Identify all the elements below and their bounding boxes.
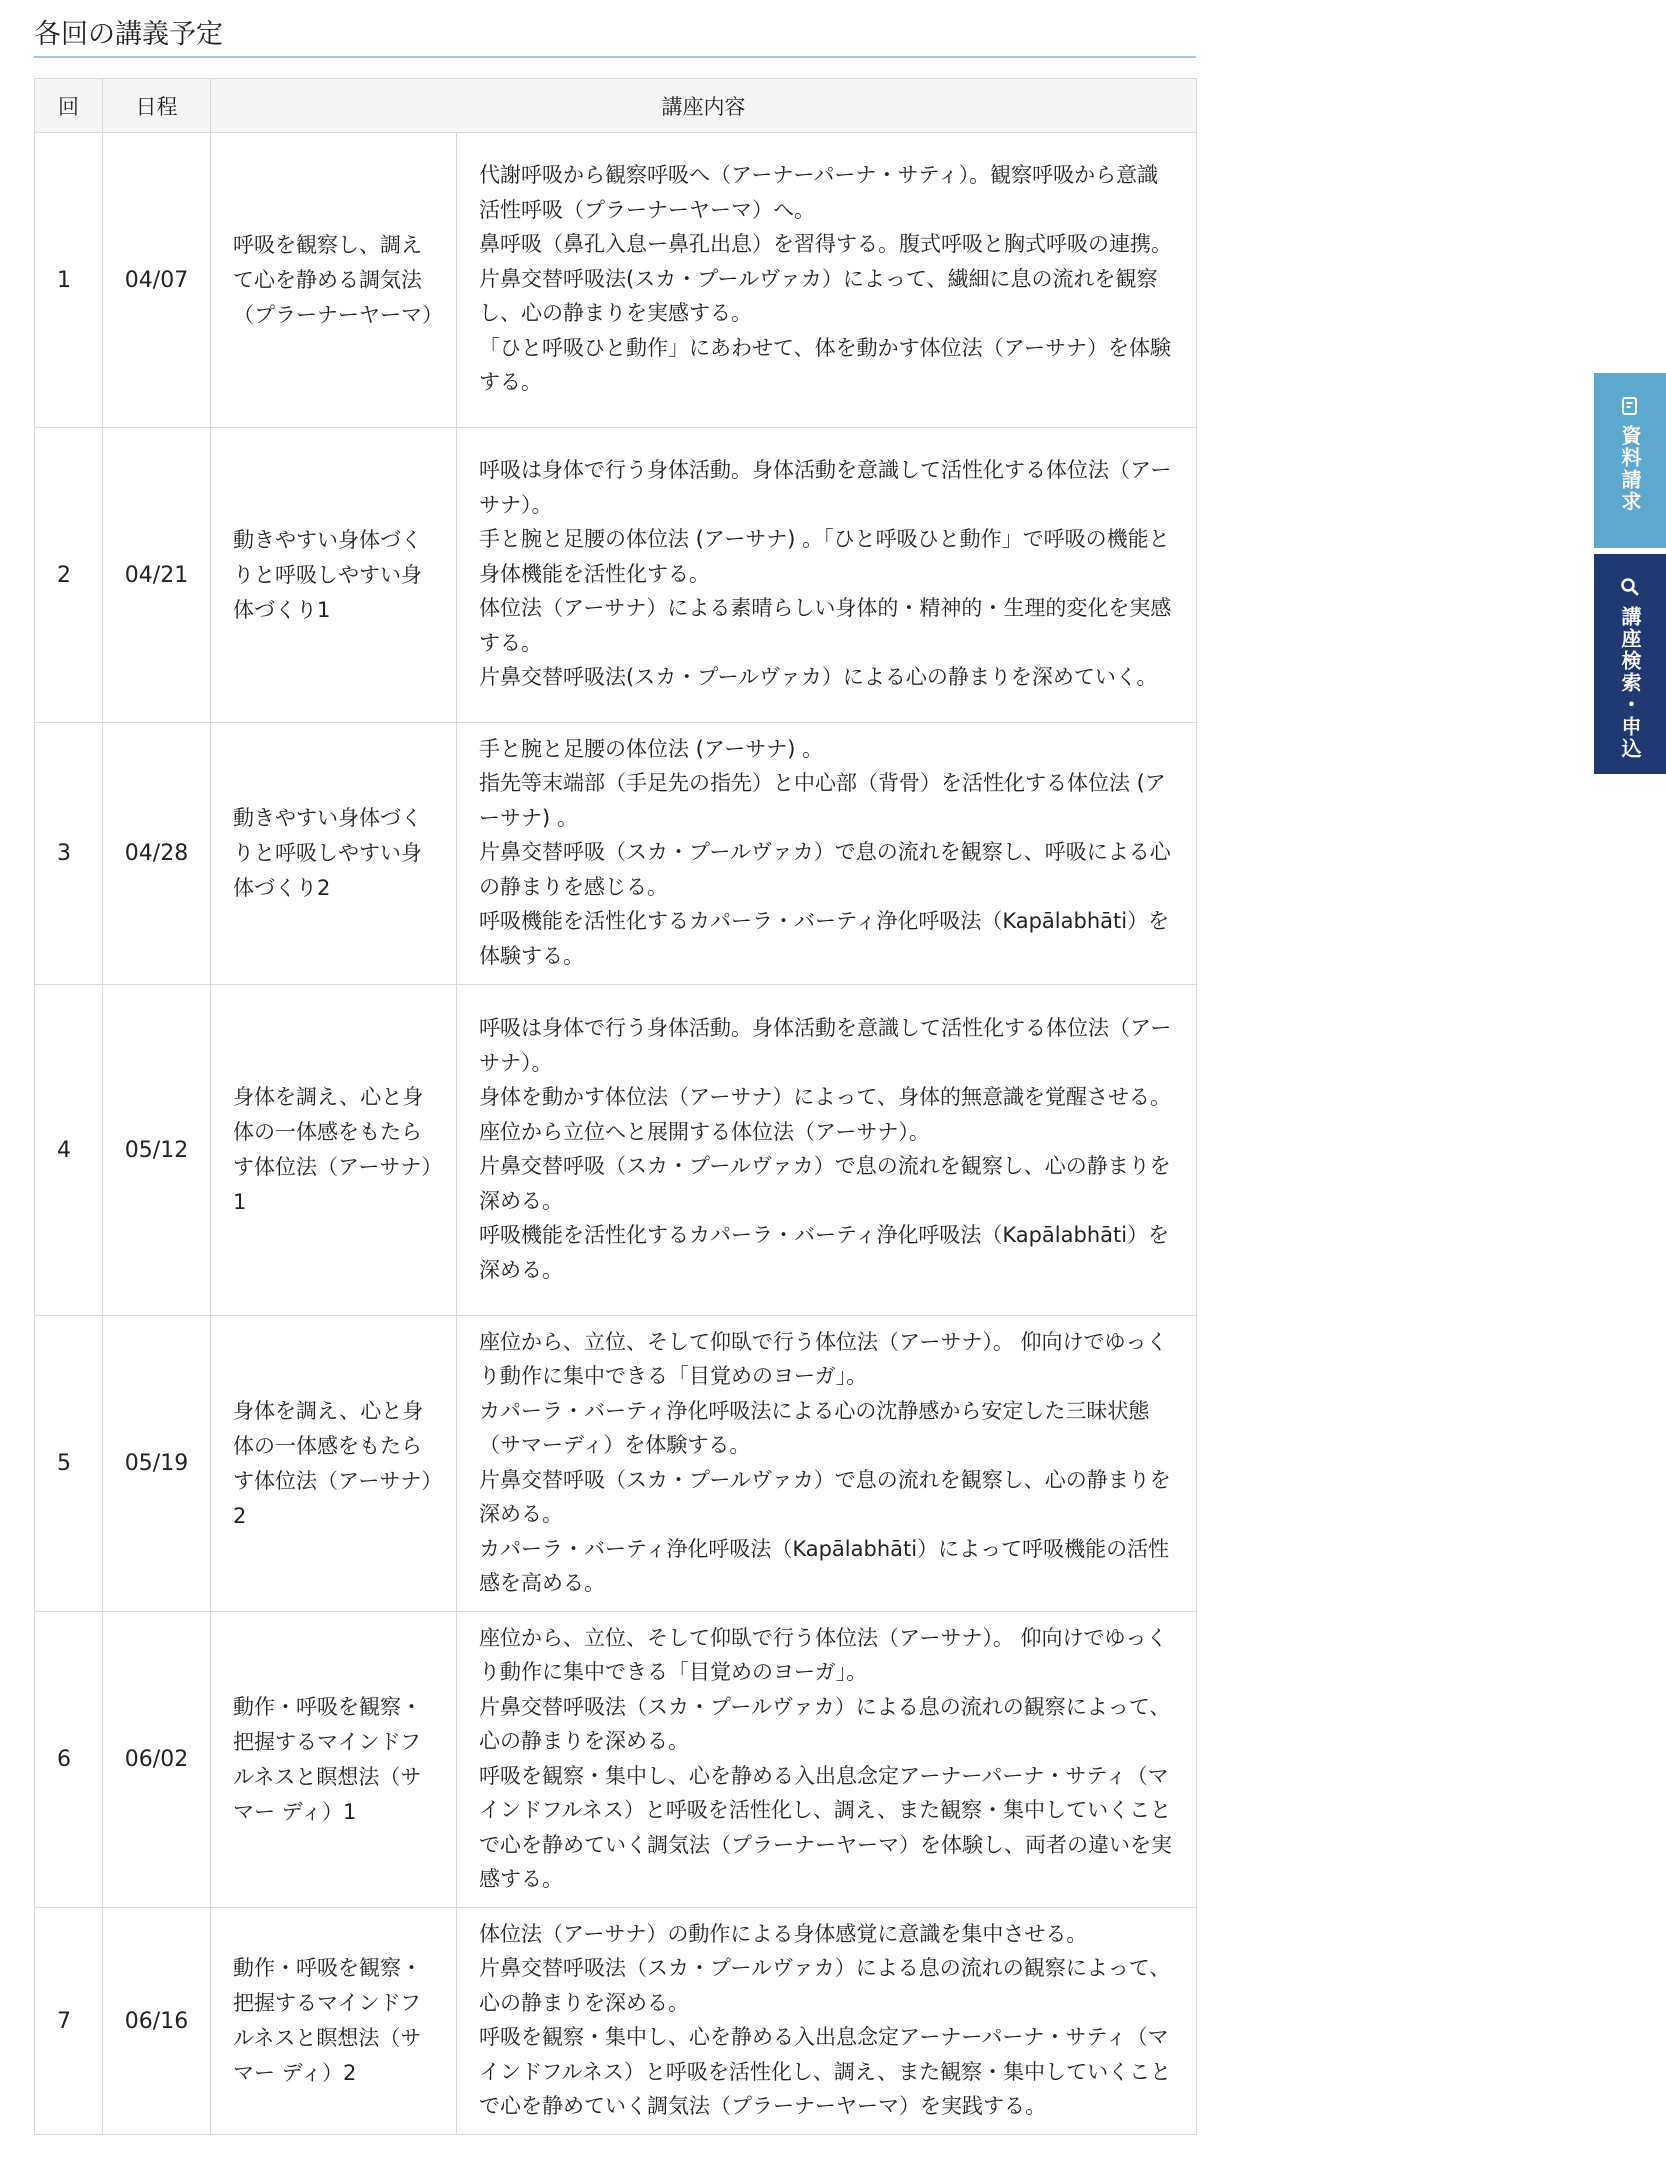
content-line: 鼻呼吸（鼻孔入息ー鼻孔出息）を習得する。腹式呼吸と胸式呼吸の連携。 — [479, 232, 1172, 257]
content-line: 体位法（アーサナ）の動作による身体感覚に意識を集中させる。 — [479, 1921, 1088, 1946]
session-title: 呼吸を観察し、調えて心を静める調気法（プラーナーヤーマ） — [211, 133, 457, 428]
content-line: 片鼻交替呼吸法（スカ・プールヴァカ）による息の流れの観察によって、心の静まりを深める。 — [479, 1956, 1171, 2015]
session-date: 05/12 — [103, 985, 211, 1316]
section-title: 各回の講義予定 — [34, 0, 1196, 58]
session-number: 3 — [35, 723, 103, 985]
session-date: 04/21 — [103, 428, 211, 723]
session-content — [457, 1612, 1197, 1908]
content-line: 代謝呼吸から観察呼吸へ（アーナーパーナ・サティ）。観察呼吸から意識活性呼吸（プラーナーヤーマ）へ。 — [479, 163, 1159, 222]
content-line: 片鼻交替呼吸（スカ・プールヴァカ）で息の流れを観察し、心の静まりを深める。 — [479, 1154, 1171, 1213]
session-date: 05/19 — [103, 1316, 211, 1612]
content-line: 座位から立位へと展開する体位法（アーサナ）。 — [479, 1119, 930, 1144]
session-date: 04/28 — [103, 723, 211, 985]
content-line: 片鼻交替呼吸（スカ・プールヴァカ）で息の流れを観察し、呼吸による心の静まりを感じる。 — [479, 840, 1171, 899]
content-line: 身体を動かす体位法（アーサナ）によって、身体的無意識を覚醒させる。 — [479, 1085, 1171, 1109]
course-search-label: 講座検索・申込 — [1618, 606, 1642, 760]
session-number: 7 — [35, 1908, 103, 2135]
header-number: 回 — [35, 79, 103, 133]
session-content — [457, 985, 1197, 1316]
schedule-table — [34, 78, 1197, 2135]
table-row — [35, 1908, 1197, 2135]
session-number: 6 — [35, 1612, 103, 1908]
table-header-row — [35, 79, 1197, 133]
content-line: 呼吸は身体で行う身体活動。身体活動を意識して活性化する体位法（アーサナ）。 — [479, 458, 1172, 517]
content-line: 「ひと呼吸ひと動作」にあわせて、体を動かす体位法（アーサナ）を体験する。 — [479, 335, 1171, 395]
session-title: 動作・呼吸を観察・把握するマインドフルネスと瞑想法（サマー ディ）2 — [211, 1908, 457, 2135]
session-date: 06/02 — [103, 1612, 211, 1908]
session-title: 動きやすい身体づくりと呼吸しやすい身体づくり2 — [211, 723, 457, 985]
session-title: 動きやすい身体づくりと呼吸しやすい身体づくり1 — [211, 428, 457, 723]
session-number: 4 — [35, 985, 103, 1316]
content-line: 座位から、立位、そして仰臥で行う体位法（アーサナ）。 仰向けでゆっくり動作に集中できる「目覚めのヨーガ」。 — [479, 1625, 1168, 1684]
content-line: カパーラ・バーティ浄化呼吸法（Kapālabhāti）によって呼吸機能の活性感を高める。 — [479, 1536, 1170, 1595]
table-row — [35, 1316, 1197, 1612]
content-line: 呼吸は身体で行う身体活動。身体活動を意識して活性化する体位法（アーサナ）。 — [479, 1016, 1172, 1075]
content-line: 手と腕と足腰の体位法 (アーサナ) 。 — [479, 736, 824, 761]
session-content — [457, 428, 1197, 723]
session-content — [457, 133, 1197, 428]
session-title: 動作・呼吸を観察・把握するマインドフルネスと瞑想法（サマー ディ）1 — [211, 1612, 457, 1908]
session-number: 1 — [35, 133, 103, 428]
session-title: 身体を調え、心と身体の一体感をもたらす体位法（アーサナ）1 — [211, 985, 457, 1316]
content-line: カパーラ・バーティ浄化呼吸法による心の沈静感から安定した三昧状態（サマーディ）を体験する。 — [479, 1398, 1150, 1457]
content-line: 指先等末端部（手足先の指先）と中心部（背骨）を活性化する体位法 (アーサナ) 。 — [479, 771, 1166, 830]
session-title: 身体を調え、心と身体の一体感をもたらす体位法（アーサナ）2 — [211, 1316, 457, 1612]
content-line: 片鼻交替呼吸法(スカ・プールヴァカ）による心の静まりを深めていく。 — [479, 665, 1158, 690]
schedule-table-body — [35, 133, 1197, 2135]
content-line: 座位から、立位、そして仰臥で行う体位法（アーサナ）。 仰向けでゆっくり動作に集中できる「目覚めのヨーガ」。 — [479, 1329, 1168, 1388]
document-icon — [1619, 395, 1641, 417]
session-date: 06/16 — [103, 1908, 211, 2135]
table-row — [35, 985, 1197, 1316]
session-content — [457, 723, 1197, 985]
table-row — [35, 428, 1197, 723]
side-tabs — [1594, 373, 1666, 774]
session-date: 04/07 — [103, 133, 211, 428]
content-line: 呼吸機能を活性化するカパーラ・バーティ浄化呼吸法（Kapālabhāti）を深める。 — [479, 1223, 1170, 1282]
table-row — [35, 723, 1197, 985]
request-materials-label: 資料請求 — [1618, 425, 1642, 513]
session-content — [457, 1316, 1197, 1612]
header-content: 講座内容 — [211, 79, 1197, 133]
session-number: 2 — [35, 428, 103, 723]
table-row — [35, 133, 1197, 428]
content-line: 呼吸を観察・集中し、心を静める入出息念定アーナーパーナ・サティ（マインドフルネス）と呼吸を活性化し、調え、また観察・集中していくことで心を静めていく調気法（プラーナーヤーマ）を体験し、両者の違いを実感する。 — [479, 1763, 1172, 1891]
course-search-tab[interactable] — [1594, 554, 1666, 774]
content-line: 体位法（アーサナ）による素晴らしい身体的・精神的・生理的変化を実感する。 — [479, 596, 1172, 655]
header-date: 日程 — [103, 79, 211, 133]
content-line: 呼吸機能を活性化するカパーラ・バーティ浄化呼吸法（Kapālabhāti）を体験する。 — [479, 909, 1170, 968]
session-number: 5 — [35, 1316, 103, 1612]
content-line: 片鼻交替呼吸法(スカ・プールヴァカ）によって、繊細に息の流れを観察し、心の静まりを実感する。 — [479, 266, 1158, 326]
content-line: 呼吸を観察・集中し、心を静める入出息念定アーナーパーナ・サティ（マインドフルネス）と呼吸を活性化し、調え、また観察・集中していくことで心を静めていく調気法（プラーナーヤーマ）を実践する。 — [479, 2025, 1172, 2118]
schedule-section — [34, 0, 1196, 2118]
content-line: 片鼻交替呼吸法（スカ・プールヴァカ）による息の流れの観察によって、心の静まりを深める。 — [479, 1694, 1171, 1753]
search-icon — [1619, 576, 1641, 598]
content-line: 片鼻交替呼吸（スカ・プールヴァカ）で息の流れを観察し、心の静まりを深める。 — [479, 1467, 1171, 1526]
content-line: 手と腕と足腰の体位法 (アーサナ) 。「ひと呼吸ひと動作」で呼吸の機能と身体機能を活性化する。 — [479, 527, 1170, 586]
session-content — [457, 1908, 1197, 2135]
table-row — [35, 1612, 1197, 1908]
request-materials-tab[interactable] — [1594, 373, 1666, 548]
